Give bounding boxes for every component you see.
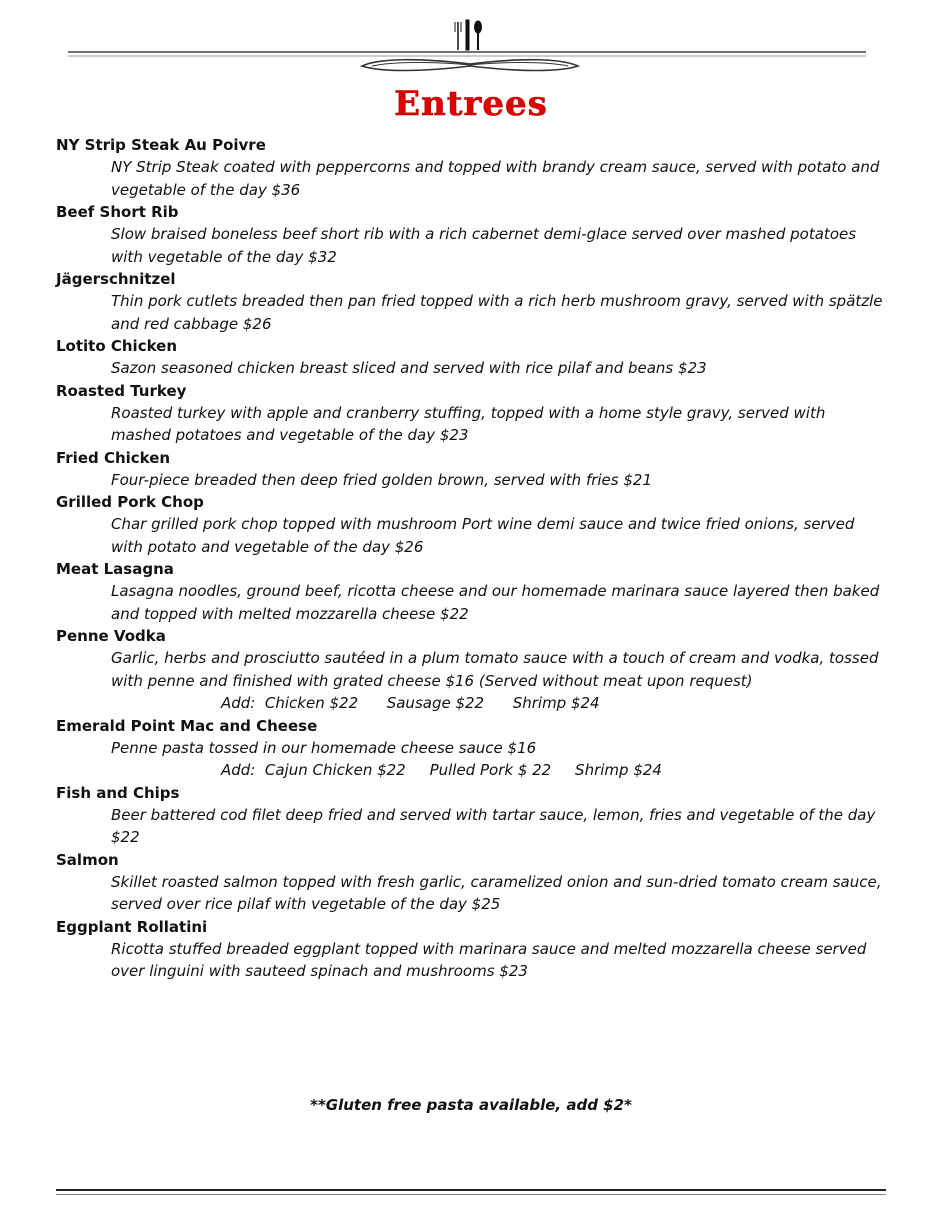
menu-item (56, 625, 896, 715)
item-description: NY Strip Steak coated with peppercorns and topped with brandy cream sauce, served with potato and vegetable of the day $36 (111, 158, 880, 199)
item-name: Meat Lasagna (56, 560, 174, 578)
footer-divider-thin (56, 1194, 886, 1195)
menu-item (56, 201, 896, 268)
item-description: Ricotta stuffed breaded eggplant topped with marinara sauce and melted mozzarella cheese served over linguini with sauteed spinach and mushrooms $23 (111, 939, 867, 980)
header-ornament (0, 0, 942, 90)
menu-item (56, 849, 896, 916)
item-description: Thin pork cutlets breaded then pan fried topped with a rich herb mushroom gravy, served with spätzle and red cabbage $26 (111, 292, 883, 333)
item-name: Fish and Chips (56, 783, 180, 802)
menu-item (56, 380, 896, 447)
item-name: Salmon (56, 850, 119, 869)
item-name: NY Strip Steak Au Poivre (56, 136, 266, 154)
menu-item (56, 268, 896, 335)
item-description: Beer battered cod filet deep fried and served with tartar sauce, lemon, fries and vegetable of the day $22 (111, 805, 876, 846)
item-addons: Add: Chicken $22 Sausage $22 Shrimp $24 (221, 694, 600, 712)
item-description: Slow braised boneless beef short rib with a rich cabernet demi-glace served over mashed potatoes with vegetable of the day $32 (111, 225, 857, 266)
item-name: Beef Short Rib (56, 203, 179, 221)
item-description: Roasted turkey with apple and cranberry stuffing, topped with a home style gravy, served with mashed potatoes and vegetable of the day $23 (111, 403, 826, 444)
item-description: Four-piece breaded then deep fried golden brown, served with fries $21 (111, 470, 652, 489)
item-description: Sazon seasoned chicken breast sliced and served with rice pilaf and beans $23 (111, 359, 707, 377)
menu-item (56, 715, 896, 782)
item-description: Penne pasta tossed in our homemade cheese sauce $16 (111, 738, 537, 757)
menu-item (56, 558, 896, 625)
item-addons: Add: Cajun Chicken $22 Pulled Pork $ 22 Shrimp $24 (221, 761, 662, 779)
entree-list (56, 134, 896, 983)
menu-item (56, 916, 896, 983)
item-name: Jägerschnitzel (56, 270, 176, 288)
item-name: Grilled Pork Chop (56, 493, 204, 511)
item-description: Garlic, herbs and prosciutto sautéed in a plum tomato sauce with a touch of cream and vodka, tossed with penne and finished with grated cheese $16 (Served without meat upon request) (111, 649, 879, 690)
page-title: Entrees (394, 84, 548, 124)
gluten-free-note: **Gluten free pasta available, add $2* (310, 1096, 632, 1114)
item-name: Lotito Chicken (56, 337, 178, 355)
item-name: Fried Chicken (56, 448, 171, 467)
menu-item (56, 491, 896, 558)
item-description: Skillet roasted salmon topped with fresh garlic, caramelized onion and sun-dried tomato cream sauce, served over rice pilaf with vegetable of the day $25 (111, 872, 882, 913)
item-name: Penne Vodka (56, 627, 166, 645)
menu-item (56, 335, 896, 380)
item-name: Eggplant Rollatini (56, 917, 208, 936)
menu-item (56, 134, 896, 201)
item-name: Emerald Point Mac and Cheese (56, 716, 318, 735)
item-description: Char grilled pork chop topped with mushroom Port wine demi sauce and twice fried onions, served with potato and vegetable of the day $26 (111, 515, 855, 556)
cutlery-icon (455, 20, 482, 50)
item-description: Lasagna noodles, ground beef, ricotta cheese and our homemade marinara sauce layered then baked and topped with melted mozzarella cheese $22 (111, 582, 880, 623)
menu-item (56, 782, 896, 849)
item-name: Roasted Turkey (56, 381, 187, 400)
footer-divider (56, 1189, 886, 1191)
menu-item (56, 447, 896, 492)
